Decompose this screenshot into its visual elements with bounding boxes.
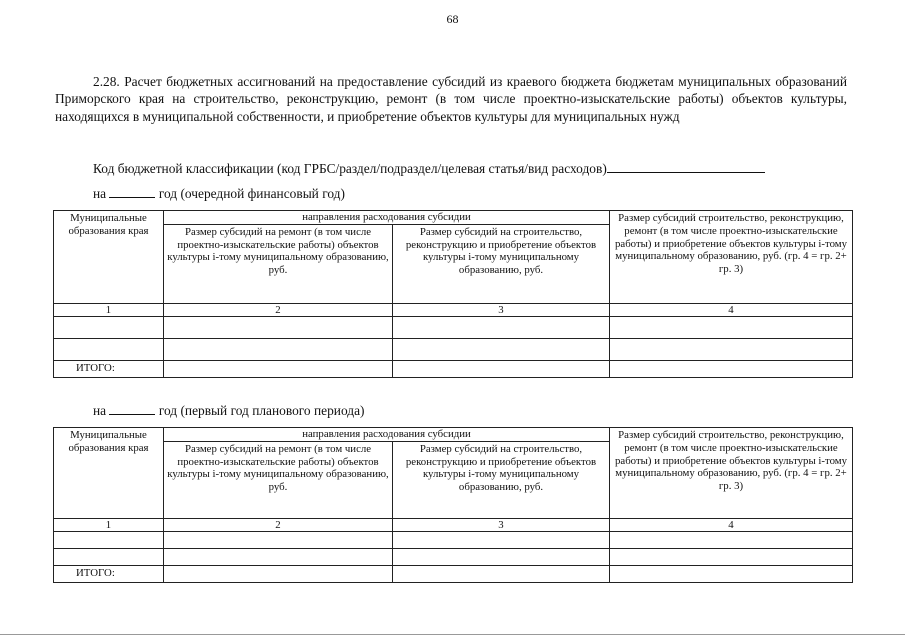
col-total: Размер субсидий строительство, реконструкцию, ремонт (в том числе проектно-изыскательские работы) и приобретение объектов культуры i-тому муниципальному образованию, руб. (гр. 4 = гр. 2+ гр. 3)	[610, 428, 853, 519]
table-cell[interactable]	[164, 565, 393, 582]
table-cell[interactable]	[610, 360, 853, 377]
table-cell[interactable]	[610, 548, 853, 565]
col-direction-group: направления расходования субсидии	[164, 211, 610, 225]
table-cell[interactable]	[610, 316, 853, 338]
table-row	[54, 548, 853, 565]
col-total: Размер субсидий строительство, реконструкцию, ремонт (в том числе проектно-изыскательские работы) и приобретение объектов культуры i-тому муниципальному образованию, руб. (гр. 4 = гр. 2+ гр. 3)	[610, 211, 853, 304]
column-number-row	[54, 303, 853, 316]
year-caption-2: год (первый год планового периода)	[158, 403, 365, 418]
col-repair: Размер субсидий на ремонт (в том числе проектно-изыскательские работы) объектов культуры i-тому муниципальному образованию, руб.	[164, 224, 393, 303]
col-number: 3	[393, 303, 610, 316]
subsidy-table-2	[53, 427, 853, 583]
year-blank-1[interactable]	[109, 185, 155, 198]
col-direction-group: направления расходования субсидии	[164, 428, 610, 442]
table-cell[interactable]	[393, 316, 610, 338]
table-cell[interactable]	[393, 360, 610, 377]
year-blank-2[interactable]	[109, 402, 155, 415]
table-cell[interactable]	[393, 565, 610, 582]
year-prefix: на	[93, 186, 107, 201]
col-number: 3	[393, 518, 610, 531]
col-number: 2	[164, 303, 393, 316]
total-label: ИТОГО:	[54, 565, 164, 582]
table-cell[interactable]	[164, 316, 393, 338]
col-number: 4	[610, 303, 853, 316]
year-prefix: на	[93, 403, 107, 418]
table-row	[54, 316, 853, 338]
table-cell[interactable]	[610, 565, 853, 582]
table-cell[interactable]	[54, 338, 164, 360]
year-caption-1: год (очередной финансовый год)	[158, 186, 345, 201]
col-municipal: Муниципальные образования края	[54, 211, 164, 304]
table-cell[interactable]	[393, 531, 610, 548]
col-number: 2	[164, 518, 393, 531]
table-row	[54, 531, 853, 548]
year-line-1	[93, 185, 345, 202]
header-row-group	[54, 211, 853, 225]
table-cell[interactable]	[164, 531, 393, 548]
kbk-blank[interactable]	[607, 160, 765, 173]
table-cell[interactable]	[164, 338, 393, 360]
page-number: 68	[446, 12, 459, 26]
kbk-line	[93, 160, 853, 177]
table-row	[54, 338, 853, 360]
col-municipal: Муниципальные образования края	[54, 428, 164, 519]
kbk-label: Код бюджетной классификации (код ГРБС/раздел/подраздел/целевая статья/вид расходов)	[93, 161, 607, 176]
table-cell[interactable]	[164, 548, 393, 565]
table-cell[interactable]	[54, 316, 164, 338]
col-construction: Размер субсидий на строительство, реконструкцию и приобретение объектов культуры i-тому муниципальному образованию, руб.	[393, 441, 610, 518]
column-number-row	[54, 518, 853, 531]
col-number: 1	[54, 303, 164, 316]
total-row	[54, 565, 853, 582]
table-cell[interactable]	[164, 360, 393, 377]
table-cell[interactable]	[54, 548, 164, 565]
col-construction: Размер субсидий на строительство, реконструкцию и приобретение объектов культуры i-тому муниципальному образованию, руб.	[393, 224, 610, 303]
page-bottom-rule	[0, 634, 905, 635]
table-cell[interactable]	[393, 338, 610, 360]
total-label: ИТОГО:	[54, 360, 164, 377]
col-number: 4	[610, 518, 853, 531]
table-cell[interactable]	[610, 531, 853, 548]
header-row-group	[54, 428, 853, 442]
col-number: 1	[54, 518, 164, 531]
total-row	[54, 360, 853, 377]
table-cell[interactable]	[610, 338, 853, 360]
table-cell[interactable]	[54, 531, 164, 548]
table-cell[interactable]	[393, 548, 610, 565]
col-repair: Размер субсидий на ремонт (в том числе проектно-изыскательские работы) объектов культуры i-тому муниципальному образованию, руб.	[164, 441, 393, 518]
subsidy-table-1	[53, 210, 853, 378]
year-line-2	[93, 402, 364, 419]
section-heading: 2.28. Расчет бюджетных ассигнований на предоставление субсидий из краевого бюджета бюджетам муниципальных образований Приморского края на строительство, реконструкцию, ремонт (в том числе проектно-изыскательские работы) объектов культуры, находящихся в муниципальной собственности, и приобретение объектов культуры для муниципальных нужд	[55, 74, 847, 124]
